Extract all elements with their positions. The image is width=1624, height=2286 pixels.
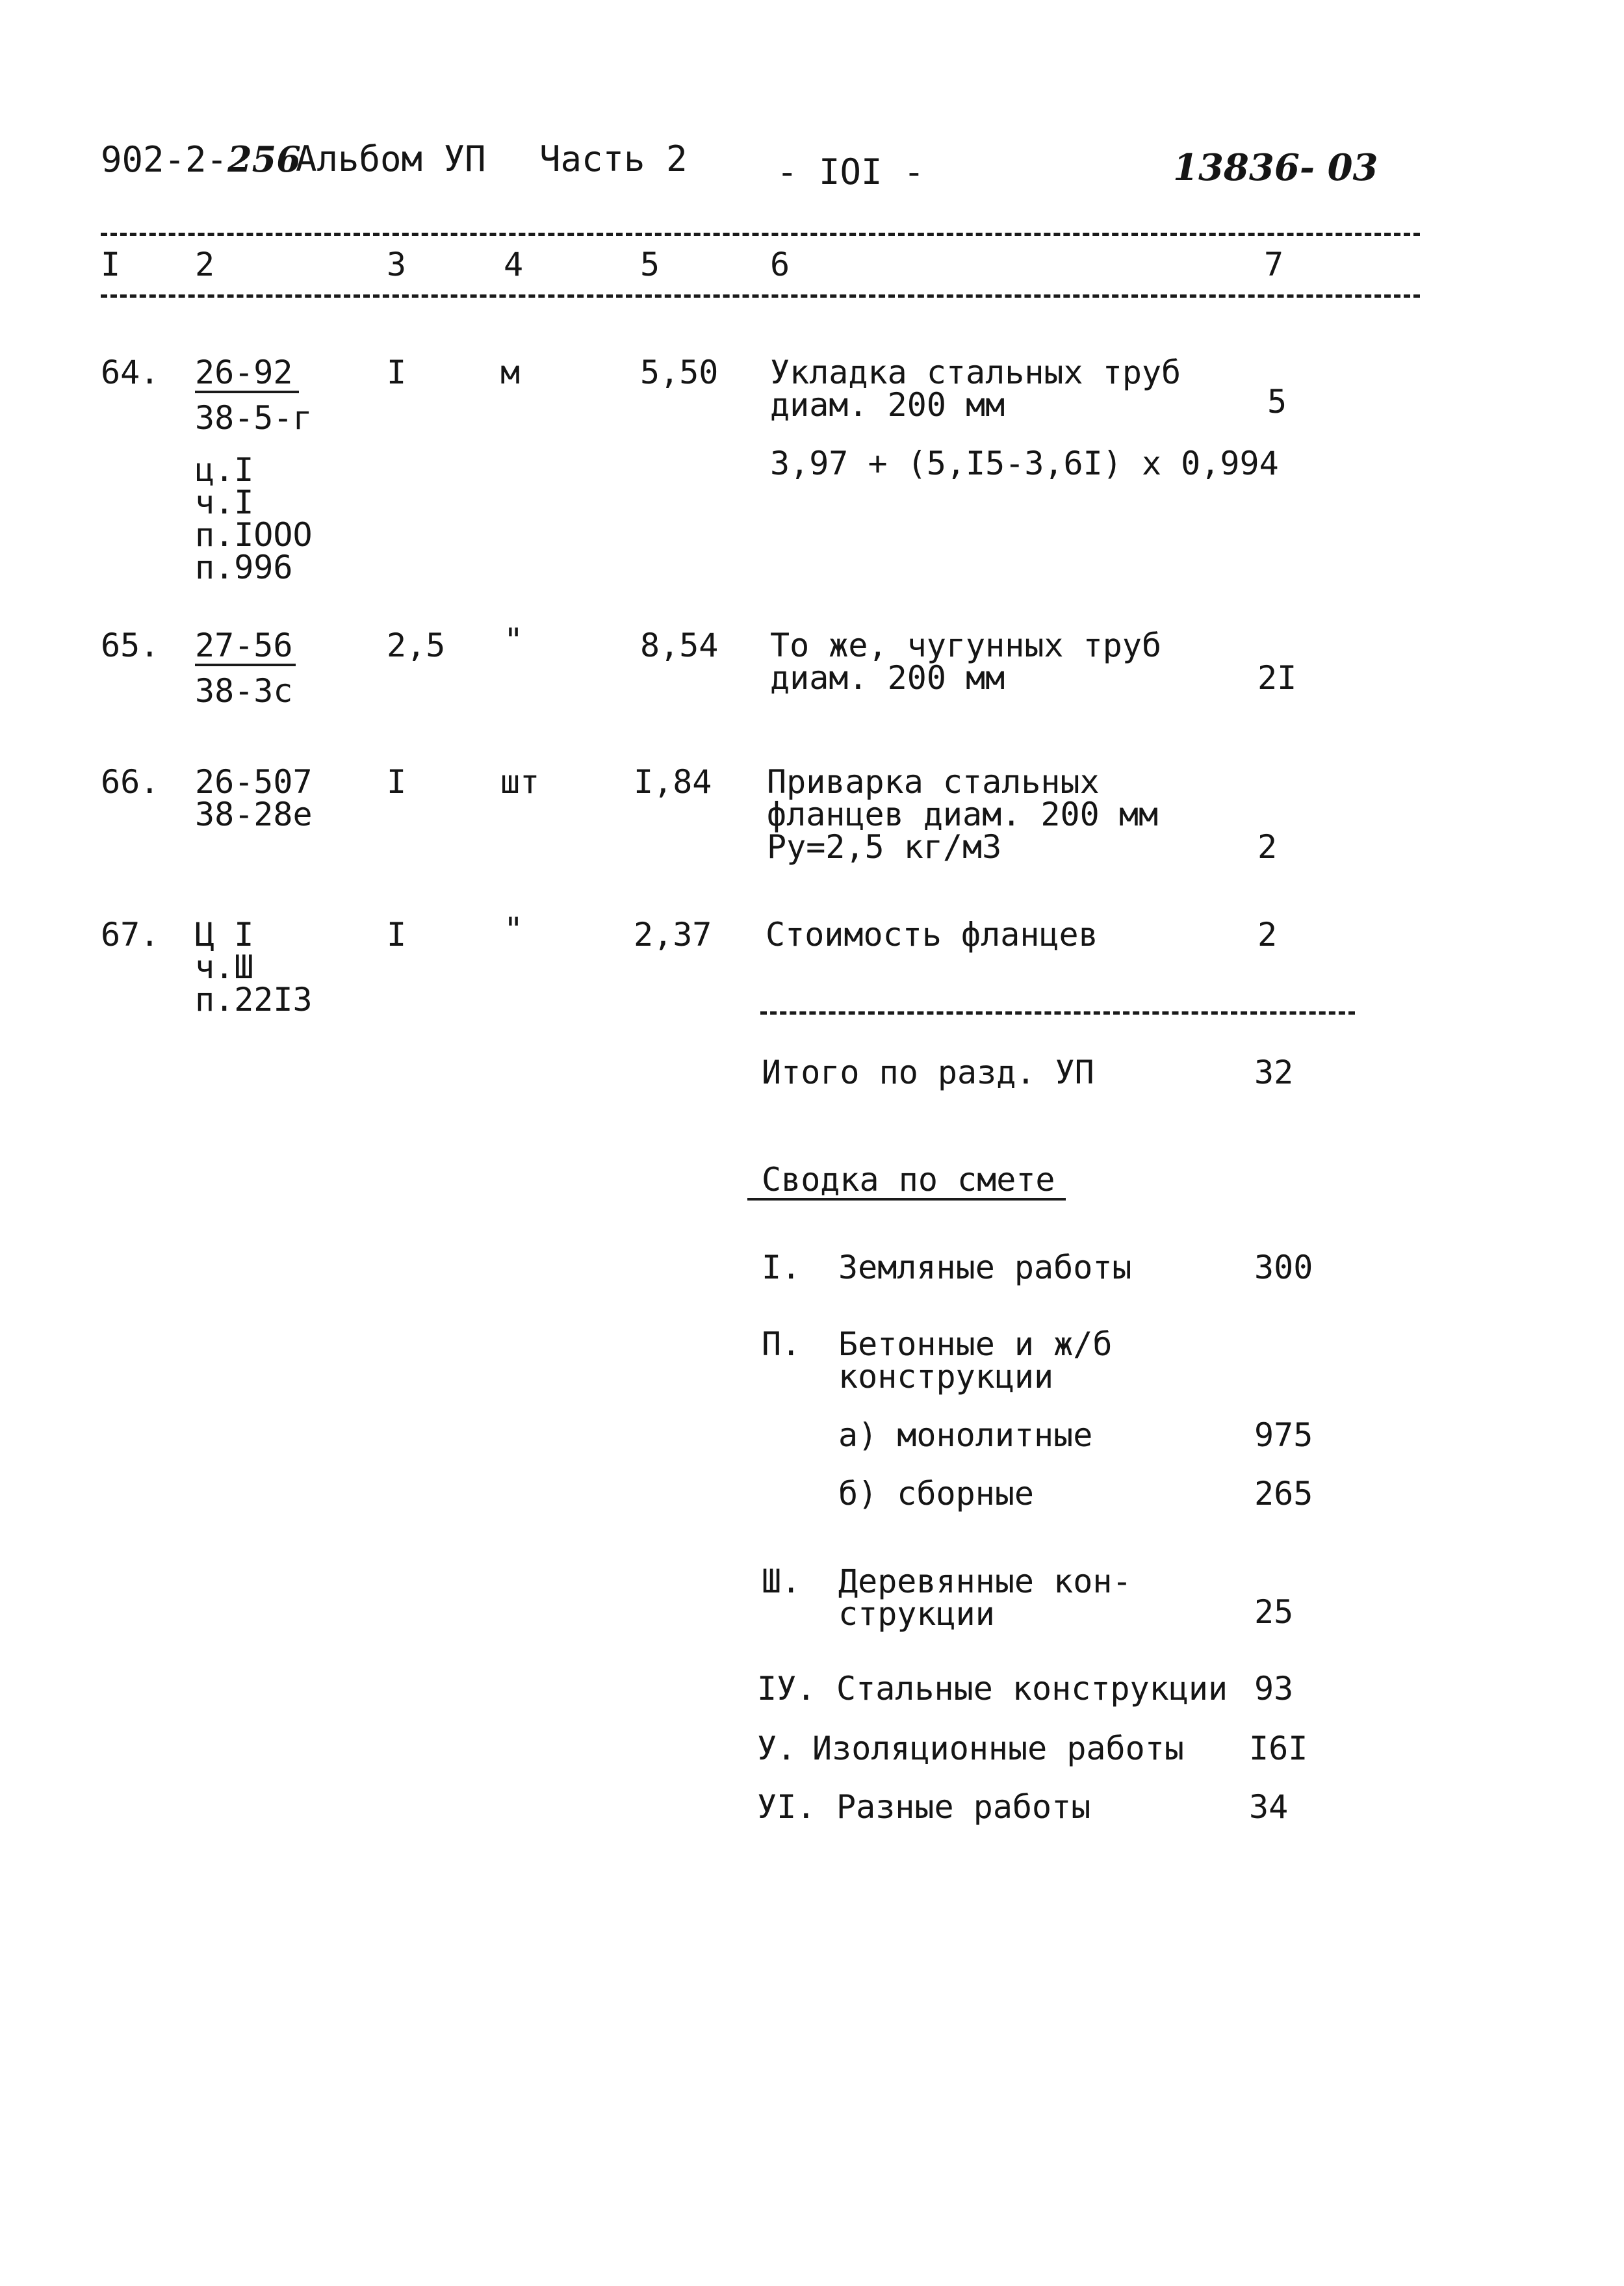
row-qty: I	[387, 916, 407, 954]
summary-title: Сводка по смете	[762, 1161, 1055, 1199]
summary-item-label: а) монолитные	[838, 1416, 1093, 1454]
summary-item-value: 265	[1254, 1475, 1313, 1513]
row-code: п.996	[195, 549, 293, 586]
row-code: Ц I	[195, 916, 254, 954]
row-price: 5,50	[640, 354, 719, 391]
row-description: диам. 200 мм	[770, 386, 1005, 424]
row-unit: шт	[500, 763, 540, 801]
row-description: Ру=2,5 кг/м3	[767, 828, 1002, 866]
page-number: - IOI -	[777, 151, 925, 192]
summary-item-number: IУ.	[757, 1670, 816, 1708]
col-header-2: 2	[195, 246, 215, 283]
summary-item-value: 25	[1254, 1593, 1294, 1631]
part-label: Часть 2	[539, 138, 688, 179]
summary-title-underline	[747, 1198, 1066, 1201]
summary-item-label: Стальные конструкции	[836, 1670, 1228, 1708]
row-code: ц.I	[195, 451, 254, 489]
summary-item-label: Изоляционные работы	[812, 1730, 1184, 1767]
row-calculation: 3,97 + (5,I5-3,6I) x 0,994	[770, 445, 1279, 482]
col-header-7: 7	[1264, 246, 1284, 283]
summary-item-number: I.	[762, 1249, 801, 1286]
summary-item-label: б) сборные	[838, 1475, 1035, 1513]
summary-item-value: I6I	[1249, 1730, 1308, 1767]
summary-item-number: УI.	[757, 1788, 816, 1826]
row-code: 26-92	[195, 354, 293, 391]
summary-item-label: Земляные работы	[838, 1249, 1132, 1286]
doc-number	[101, 138, 301, 180]
row-total: 2	[1257, 828, 1278, 866]
col-header-5: 5	[640, 246, 660, 283]
row-qty: 2,5	[387, 627, 446, 664]
total-rule	[760, 1011, 1355, 1015]
summary-item-value: 975	[1254, 1416, 1313, 1454]
row-unit: м	[500, 354, 521, 391]
row-number: 67.	[101, 916, 160, 954]
row-total: 5	[1267, 383, 1287, 421]
album-label: Альбом УП	[296, 138, 486, 179]
row-number: 65.	[101, 627, 160, 664]
section-total-value: 32	[1254, 1054, 1294, 1091]
row-number: 64.	[101, 354, 160, 391]
summary-item-label: Деревянные кон-	[838, 1563, 1132, 1600]
row-code: 38-3с	[195, 672, 293, 710]
col-header-3: 3	[387, 246, 407, 283]
row-code: 38-28е	[195, 796, 313, 833]
row-code: п.22I3	[195, 981, 313, 1019]
doc-number-handwritten: 256	[227, 138, 301, 180]
row-code: 27-56	[195, 627, 293, 664]
row-code: 26-507	[195, 763, 313, 801]
row-qty: I	[387, 354, 407, 391]
row-description: фланцев диам. 200 мм	[767, 796, 1159, 833]
col-header-4: 4	[504, 246, 524, 283]
row-price: I,84	[634, 763, 712, 801]
row-price: 8,54	[640, 627, 719, 664]
row-total: 2I	[1257, 659, 1297, 697]
row-description: Стоимость фланцев	[766, 916, 1098, 954]
summary-item-number: Ш.	[762, 1563, 801, 1600]
row-description: Укладка стальных труб	[770, 354, 1181, 391]
col-header-6: 6	[770, 246, 790, 283]
code-underline	[195, 391, 299, 393]
row-code: ч.I	[195, 484, 254, 521]
summary-item-value: 93	[1254, 1670, 1294, 1708]
row-code: ч.Ш	[195, 948, 254, 986]
summary-item-value: 300	[1254, 1249, 1313, 1286]
doc-number-prefix: 902-2-	[101, 139, 228, 180]
row-description: Приварка стальных	[767, 763, 1100, 801]
summary-item-label: Разные работы	[836, 1788, 1091, 1826]
header-rule-bottom	[101, 294, 1420, 298]
summary-item-value: 34	[1249, 1788, 1289, 1826]
section-total-label: Итого по разд. УП	[762, 1054, 1094, 1091]
header-rule-top	[101, 233, 1420, 236]
row-unit: "	[504, 621, 524, 659]
row-description: То же, чугунных труб	[770, 627, 1162, 664]
summary-item-number: П.	[762, 1325, 801, 1363]
summary-item-number: У.	[757, 1730, 797, 1767]
row-number: 66.	[101, 763, 160, 801]
code-underline	[195, 664, 296, 666]
row-price: 2,37	[634, 916, 712, 954]
row-total: 2	[1257, 916, 1278, 954]
row-code: п.IOOO	[195, 516, 313, 554]
col-header-1: I	[101, 246, 121, 283]
archive-code: 13836- 03	[1173, 146, 1378, 189]
row-unit: "	[504, 911, 524, 948]
row-description: диам. 200 мм	[770, 659, 1005, 697]
row-qty: I	[387, 763, 407, 801]
summary-item-label: Бетонные и ж/б	[838, 1325, 1113, 1363]
summary-item-label-continued: конструкции	[838, 1358, 1054, 1396]
row-code: 38-5-г	[195, 399, 313, 437]
summary-item-label-continued: струкции	[838, 1595, 995, 1633]
